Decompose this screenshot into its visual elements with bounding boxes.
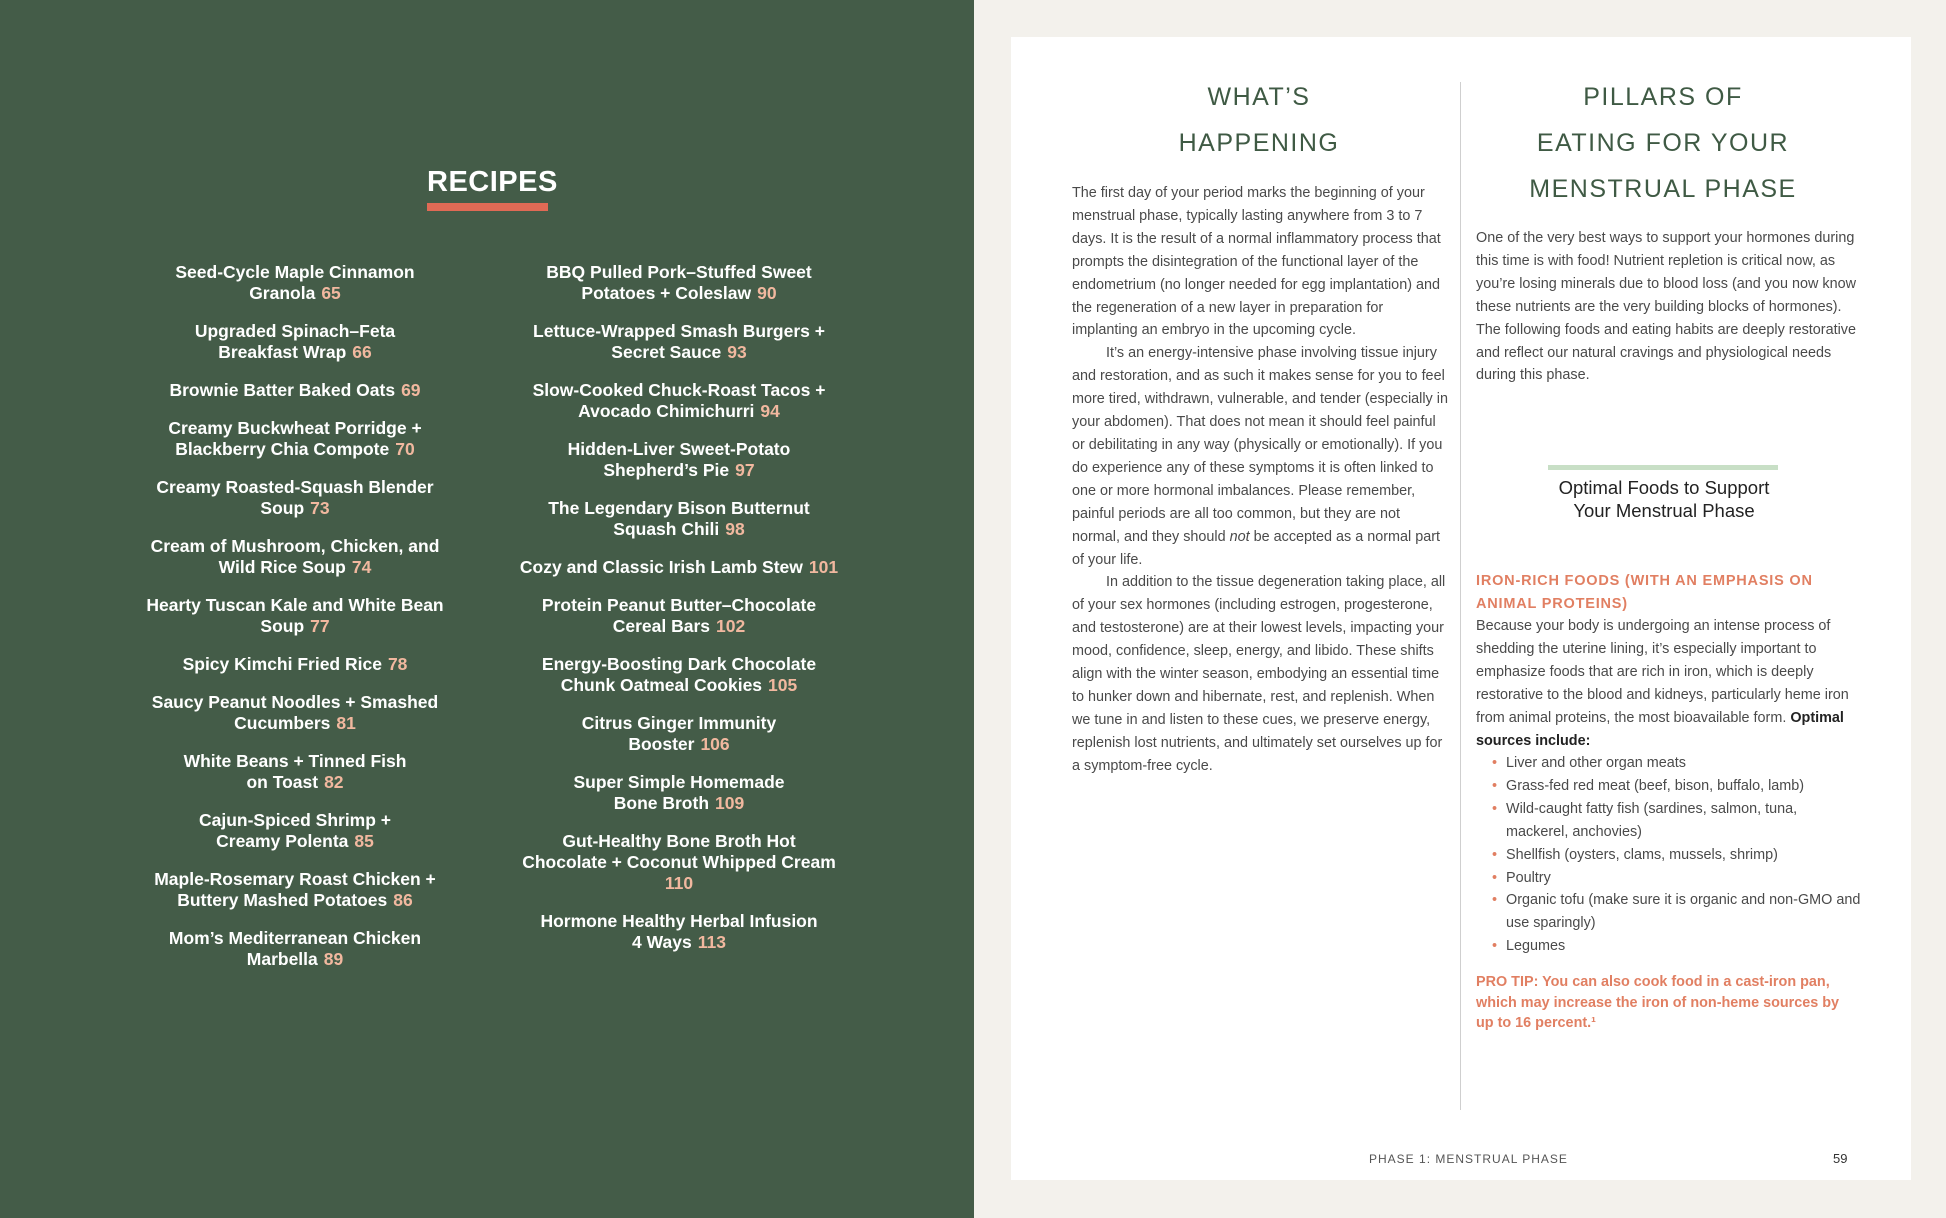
recipe-name-line2 [499,283,859,304]
recipe-page-number: 66 [352,342,372,362]
recipe-name-line2 [499,734,859,755]
paragraph-text: It’s an energy-intensive phase involving tissue injury and restoration, and as such it makes sense for you to feel more tired, withdrawn, vulnerable, and tender (especially in your abdomen). That does not mean it should feel painful or debilitating in any way (physically or emotionally). If you do experience any of these symptoms it is often linked to one or more hormonal imbalances. Please remember, painful periods are all too common, but they are not normal, and they should [1072,345,1448,545]
recipe-name: Potatoes + Coleslaw [581,283,752,303]
recipe-entry[interactable] [499,911,859,953]
recipes-right-column [499,262,859,970]
recipe-entry[interactable] [115,418,475,460]
recipe-name: 4 Ways [632,932,692,952]
recipe-entry[interactable] [115,262,475,304]
list-item [1492,844,1862,867]
recipe-name: on Toast [246,772,319,792]
recipe-page-line [499,873,859,894]
recipe-page-number: 106 [700,734,730,754]
recipe-page-number: 110 [664,873,694,893]
recipe-name-line2 [115,557,475,578]
recipe-entry[interactable] [115,321,475,363]
recipe-entry[interactable] [499,439,859,481]
recipe-name-line2 [115,380,475,401]
list-item-text: Legumes [1506,938,1566,955]
recipe-name-line1: Slow-Cooked Chuck-Roast Tacos + [532,380,826,400]
recipes-title: RECIPES [427,166,558,198]
heading-line: WHAT’S [1207,83,1311,111]
recipe-page-number: 78 [387,654,408,674]
optimal-foods-title [1486,476,1842,522]
recipe-name-line1: Super Simple Homemade [573,772,785,792]
recipe-entry[interactable] [499,557,859,578]
recipe-name: Cucumbers [234,713,331,733]
recipe-name: Chunk Oatmeal Cookies [560,675,763,695]
recipe-page-number: 97 [735,460,755,480]
recipe-name: Wild Rice Soup [218,557,346,577]
recipe-page-number: 81 [336,713,356,733]
iron-rich-text [1476,615,1856,752]
recipe-entry[interactable] [115,751,475,793]
paragraph: The first day of your period marks the beginning of your menstrual phase, typically lasting anywhere from 3 to 7 days. It is the result of a normal inflammatory process that prompts the disintegration of the functional layer of the endometrium (no longer needed for egg implantation) and the regeneration of a new layer in preparation for implanting an embryo in the upcoming cycle. [1072,185,1441,339]
recipe-entry[interactable] [115,810,475,852]
heading-line: PILLARS OF [1583,83,1743,111]
bullet-icon: • [1492,846,1498,863]
recipe-entry[interactable] [499,654,859,696]
recipe-name: Bone Broth [613,793,710,813]
list-item-text: Wild-caught fatty fish (sardines, salmon, tuna, mackerel, anchovies) [1506,800,1798,840]
optimal-foods-accent-bar [1548,465,1778,470]
recipe-name-line1: Hearty Tuscan Kale and White Bean [146,595,444,615]
list-item [1492,775,1862,798]
recipe-name-line2 [499,557,859,578]
list-item-text: Organic tofu (make sure it is organic and non-GMO and use sparingly) [1506,892,1861,932]
recipe-page-number: 89 [323,949,344,969]
recipe-page-number: 73 [310,498,330,518]
recipe-entry[interactable] [115,869,475,911]
recipe-name-line2 [115,342,475,363]
recipe-entry[interactable] [499,831,859,894]
recipe-page-number: 86 [393,890,413,910]
bullet-icon: • [1492,800,1498,817]
recipe-name: Spicy Kimchi Fried Rice [182,654,382,674]
recipe-entry[interactable] [499,498,859,540]
paragraph-emphasis: not [1229,528,1250,545]
recipes-left-column [115,262,475,987]
recipe-page-number: 90 [757,283,777,303]
paragraph: In addition to the tissue degeneration taking place, all of your sex hormones (including estrogen, progesterone, and testosterone) are at their lowest levels, impacting your mood, confidence, sleep, energy, and libido. These shifts align with the winter season, embodying an essential time to hunker down and hibernate, rest, and replenish. When we tune in and listen to these cues, we preserve energy, replenish lost nutrients, and ultimately set ourselves up for a symptom-free cycle. [1072,574,1446,774]
recipe-name-line1: The Legendary Bison Butternut [548,498,810,518]
recipe-name: Blackberry Chia Compote [175,439,390,459]
recipe-page-number: 94 [760,401,780,421]
page-number: 59 [1833,1151,1848,1166]
iron-sources-list [1492,752,1862,958]
list-item-text: Grass-fed red meat (beef, bison, buffalo, lamb) [1506,777,1805,794]
recipe-name: Buttery Mashed Potatoes [177,890,388,910]
recipe-name-line1: Hidden-Liver Sweet-Potato [567,439,791,459]
recipe-name-line1: Seed-Cycle Maple Cinnamon [175,262,415,282]
recipe-name-line2 [499,852,859,873]
iron-text: Because your body is undergoing an intense process of shedding the uterine lining, it’s especially important to emphasize foods that are rich in iron, which is deeply restorative to the blood and kidneys, particularly heme iron from animal proteins, the most bioavailable form. [1476,618,1849,726]
recipe-name: Avocado Chimichurri [578,401,755,421]
recipe-name-line2 [499,675,859,696]
title-line: Your Menstrual Phase [1573,500,1755,521]
list-item [1492,935,1862,958]
recipe-name: Booster [628,734,695,754]
bullet-icon: • [1492,869,1498,886]
recipe-name-line2 [115,713,475,734]
recipe-name-line2 [115,283,475,304]
recipe-name-line1: Gut-Healthy Bone Broth Hot [562,831,796,851]
column-divider [1460,82,1461,1110]
recipe-name-line2 [499,460,859,481]
whats-happening-heading [1072,74,1446,166]
list-item [1492,889,1862,935]
recipe-entry[interactable] [115,536,475,578]
recipe-entry[interactable] [499,713,859,755]
title-line: Optimal Foods to Support [1558,477,1770,498]
recipe-entry[interactable] [115,654,475,675]
list-item-text: Shellfish (oysters, clams, mussels, shrimp) [1506,846,1778,863]
recipe-entry[interactable] [499,321,859,363]
heading-line: EATING FOR YOUR [1536,129,1790,157]
recipe-name-line1: Upgraded Spinach–Feta [194,321,396,341]
recipe-page-number: 82 [324,772,344,792]
recipe-page-number: 105 [768,675,798,695]
iron-rich-heading: IRON-RICH FOODS (WITH AN EMPHASIS ON ANIMAL PROTEINS) [1476,573,1813,612]
recipe-name-line2 [115,439,475,460]
recipe-name-line1: Energy-Boosting Dark Chocolate [541,654,817,674]
heading-line: HAPPENING [1178,129,1340,157]
recipe-page-number: 98 [725,519,745,539]
recipe-name-line1: Protein Peanut Butter–Chocolate [541,595,817,615]
recipe-name-line2 [499,342,859,363]
recipe-name: Brownie Batter Baked Oats [169,380,396,400]
recipe-name: Granola [249,283,316,303]
recipe-name-line1: Lettuce-Wrapped Smash Burgers + [533,321,825,341]
recipe-page-number: 74 [351,557,372,577]
recipe-name-line1: Mom’s Mediterranean Chicken [168,928,422,948]
recipe-name: Cereal Bars [612,616,711,636]
recipe-page-number: 69 [401,380,421,400]
heading-line: MENSTRUAL PHASE [1529,175,1797,203]
recipe-name-line1: Creamy Roasted-Squash Blender [156,477,434,497]
recipe-name: Marbella [246,949,318,969]
paragraph-text: be accepted as a normal part of your life. [1072,528,1441,568]
recipe-page-number: 85 [354,831,374,851]
paragraph [1072,342,1448,571]
recipe-name-line1: Hormone Healthy Herbal Infusion [540,911,818,931]
recipe-entry[interactable] [499,772,859,814]
recipe-name-line2 [115,772,475,793]
list-item-text: Poultry [1506,869,1551,886]
recipe-name-line2 [115,890,475,911]
recipe-entry[interactable] [499,380,859,422]
recipe-name: Breakfast Wrap [218,342,347,362]
recipe-page-number: 65 [321,283,341,303]
list-item-text: Liver and other organ meats [1506,755,1686,771]
recipe-entry[interactable] [499,262,859,304]
recipe-name-line2 [499,519,859,540]
recipes-title-underline [427,203,548,211]
pillars-heading [1476,74,1850,212]
list-item [1492,752,1862,775]
running-head: PHASE 1: MENSTRUAL PHASE [1369,1152,1568,1166]
list-item [1492,867,1862,890]
recipe-page-number: 77 [310,616,330,636]
bullet-icon: • [1492,938,1498,955]
recipe-page-number: 70 [395,439,415,459]
recipe-name: Secret Sauce [611,342,722,362]
recipe-name-line1: Cajun-Spiced Shrimp + [198,810,392,830]
sources-label: Optimal sources include: [1476,709,1844,749]
recipe-name-line2 [499,616,859,637]
recipe-name: Shepherd’s Pie [603,460,730,480]
recipe-name-line2 [115,616,475,637]
recipe-page-number: 102 [716,616,746,636]
recipe-name: Squash Chili [613,519,720,539]
recipe-name: Soup [260,616,305,636]
recipe-name-line2 [499,401,859,422]
recipe-entry[interactable] [499,595,859,637]
recipe-name-line2 [115,498,475,519]
recipe-page-number: 93 [727,342,747,362]
recipe-name-line1: Citrus Ginger Immunity [581,713,777,733]
recipe-name-line2 [499,793,859,814]
recipe-name-line1: Maple-Rosemary Roast Chicken + [154,869,436,889]
recipe-page-number: 101 [808,557,839,577]
recipe-entry[interactable] [115,477,475,519]
recipe-entry[interactable] [115,692,475,734]
recipe-name-line2 [499,932,859,953]
recipe-name-line1: BBQ Pulled Pork–Stuffed Sweet [546,262,812,282]
recipe-entry[interactable] [115,380,475,401]
pro-tip: PRO TIP: You can also cook food in a cast-iron pan, which may increase the iron of non-heme sources by up to 16 percent.¹ [1476,974,1840,1031]
recipe-name-line2 [115,654,475,675]
pillars-intro: One of the very best ways to support your hormones during this time is with food! Nutrient repletion is critical now, as you’re losing minerals due to blood loss (and you now know these nutrients are the very building blocks of hormones). The following foods and eating habits are deeply restorative and reflect our natural cravings and physiological needs during this phase. [1476,230,1856,384]
recipe-name-line1: Saucy Peanut Noodles + Smashed [151,692,439,712]
recipe-page-number: 113 [697,932,726,952]
bullet-icon: • [1492,892,1498,909]
recipe-entry[interactable] [115,595,475,637]
recipe-name-line1: Creamy Buckwheat Porridge + [168,418,422,438]
recipe-name-line1: White Beans + Tinned Fish [183,751,407,771]
recipe-name: Soup [260,498,305,518]
recipe-name: Chocolate + Coconut Whipped Cream [522,852,836,872]
recipe-name: Creamy Polenta [216,831,349,851]
recipe-name-line2 [115,831,475,852]
recipe-page-number: 109 [715,793,745,813]
list-item [1492,798,1862,844]
bullet-icon: • [1492,755,1498,771]
recipe-entry[interactable] [115,928,475,970]
recipe-name: Cozy and Classic Irish Lamb Stew [519,557,803,577]
bullet-icon: • [1492,777,1498,794]
recipe-name-line2 [115,949,475,970]
recipe-name-line1: Cream of Mushroom, Chicken, and [150,536,440,556]
whats-happening-body [1072,182,1448,778]
